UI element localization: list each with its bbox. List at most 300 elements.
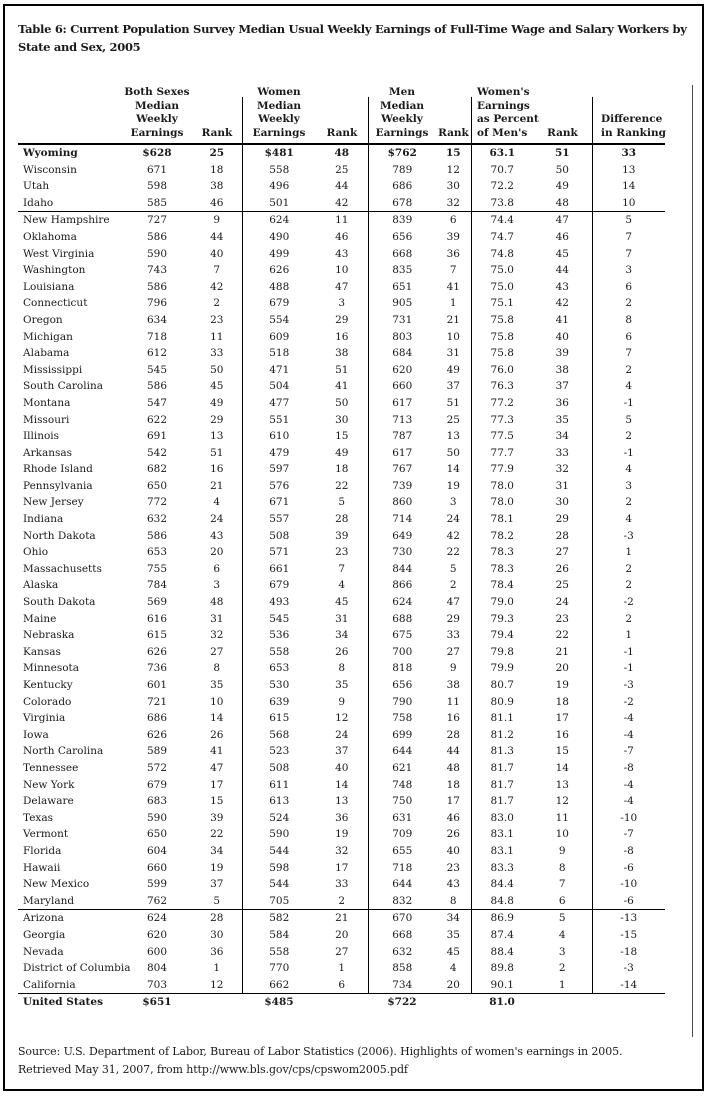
header-line: Earnings (477, 99, 530, 112)
cell-pct-rank: 33 (555, 446, 569, 459)
cell-both-earnings: 586 (146, 380, 168, 393)
cell-both-rank: 15 (210, 795, 224, 808)
cell-pct-rank: 7 (558, 878, 566, 891)
scan-edge-line (692, 85, 693, 1037)
cell-pct-rank: 40 (555, 330, 569, 343)
cell-women-earnings: 544 (242, 843, 316, 860)
cell-women-earnings: 493 (242, 594, 316, 611)
cell-pct-rank: 9 (558, 844, 566, 857)
cell-women-earnings: 496 (242, 178, 316, 195)
cell-both-earnings: 542 (146, 446, 168, 459)
header-line: in Ranking (601, 126, 666, 139)
cell-both-rank: 12 (210, 978, 224, 991)
cell-both-earnings: 721 (146, 695, 168, 708)
cell-state: Kentucky (23, 679, 73, 691)
cell-women-rank: 40 (335, 761, 349, 774)
cell-pct-rank: 13 (555, 778, 569, 791)
cell-diff-ranking: -14 (592, 977, 665, 994)
cell-women-rank: 37 (335, 745, 349, 758)
table-row (18, 295, 665, 312)
cell-pct-of-mens: 76.3 (471, 378, 533, 395)
table-row (18, 727, 665, 744)
table-row (18, 362, 665, 379)
cell-pct-rank: 51 (554, 147, 570, 159)
table-title (18, 21, 687, 56)
cell-men-earnings: 789 (368, 162, 436, 179)
cell-pct-rank: 18 (555, 695, 569, 708)
table-row (18, 977, 665, 994)
cell-men-rank: 43 (446, 878, 460, 891)
cell-pct-rank: 41 (555, 313, 569, 326)
cell-women-rank: 30 (335, 413, 349, 426)
cell-state: Washington (23, 264, 86, 277)
cell-diff-ranking: -4 (592, 727, 665, 744)
cell-diff-ranking: 6 (592, 279, 665, 296)
cell-both-rank: 43 (210, 529, 224, 542)
cell-women-rank: 22 (335, 479, 349, 492)
cell-men-earnings: 632 (368, 944, 436, 961)
cell-state: Virginia (23, 712, 66, 725)
cell-women-earnings: 597 (242, 461, 316, 478)
cell-men-rank: 46 (446, 811, 460, 824)
cell-pct-rank: 50 (555, 163, 569, 176)
cell-men-rank: 4 (449, 962, 457, 975)
cell-women-rank: 51 (335, 363, 349, 376)
cell-women-earnings: $481 (242, 144, 316, 162)
cell-women-rank: 20 (335, 928, 349, 941)
cell-women-rank: 29 (335, 313, 349, 326)
cell-women-rank: 12 (335, 712, 349, 725)
cell-pct-rank: 25 (555, 579, 569, 592)
cell-diff-ranking: -13 (592, 910, 665, 927)
cell-women-rank: 50 (335, 396, 349, 409)
cell-pct-rank: 21 (555, 645, 569, 658)
cell-diff-ranking: 4 (592, 378, 665, 395)
table-row (18, 710, 665, 727)
cell-both-earnings: 671 (146, 163, 168, 176)
cell-men-earnings: 656 (368, 677, 436, 694)
table-row (18, 279, 665, 296)
table-row (18, 412, 665, 429)
cell-pct-rank: 36 (555, 396, 569, 409)
header-line: Men (389, 86, 415, 98)
cell-both-rank: 17 (210, 778, 224, 791)
cell-pct-of-mens: 81.7 (471, 760, 533, 777)
header-line: Women's (477, 86, 530, 98)
cell-state: Arizona (18, 910, 122, 927)
cell-state: Indiana (23, 513, 64, 526)
cell-both-earnings: 650 (146, 479, 168, 492)
cell-women-earnings: 508 (242, 760, 316, 777)
table-group (18, 144, 665, 212)
col-header-state (18, 86, 122, 144)
cell-pct-of-mens: 79.3 (471, 611, 533, 628)
cell-state: North Carolina (23, 745, 104, 758)
cell-both-rank: 48 (210, 596, 224, 609)
cell-women-earnings: 582 (242, 910, 316, 927)
cell-men-earnings: 686 (368, 178, 436, 195)
cell-pct-rank: 49 (555, 180, 569, 193)
cell-state: District of Columbia (23, 962, 131, 975)
cell-both-rank: 10 (210, 695, 224, 708)
table-title-line1: Table 6: Current Population Survey Median Usual Weekly Earnings of Full-Time Wage and Salary Workers by (18, 22, 687, 36)
cell-pct-rank: 14 (555, 761, 569, 774)
cell-diff-ranking: -8 (592, 760, 665, 777)
cell-men-earnings: 675 (368, 627, 436, 644)
cell-pct-rank (533, 994, 592, 1011)
cell-both-earnings: 589 (146, 745, 168, 758)
cell-women-earnings: 624 (242, 212, 316, 229)
cell-diff-ranking: 7 (592, 246, 665, 263)
cell-women-rank: 11 (316, 212, 368, 229)
cell-women-earnings: 661 (242, 561, 316, 578)
cell-both-earnings: 601 (146, 679, 168, 691)
cell-diff-ranking: -4 (592, 793, 665, 810)
cell-diff-ranking: 5 (592, 212, 665, 229)
cell-both-rank: 8 (213, 662, 221, 675)
cell-both-rank: 51 (210, 446, 224, 459)
cell-pct-rank: 43 (555, 280, 569, 293)
table-row (18, 627, 665, 644)
cell-state: Rhode Island (23, 463, 93, 476)
cell-both-earnings: 590 (146, 811, 168, 824)
table-group (18, 212, 665, 910)
cell-men-rank: 26 (446, 828, 460, 841)
cell-pct-of-mens: 77.7 (471, 445, 533, 462)
table-row (18, 262, 665, 279)
table-row (18, 312, 665, 329)
cell-women-earnings: 613 (242, 793, 316, 810)
cell-diff-ranking: 4 (592, 511, 665, 528)
cell-both-rank: 19 (210, 861, 224, 874)
cell-both-earnings: 598 (146, 180, 168, 193)
table-row (18, 994, 665, 1011)
table-row (18, 893, 665, 910)
cell-women-earnings: 671 (242, 494, 316, 511)
table-row (18, 826, 665, 843)
cell-women-earnings: $485 (242, 994, 316, 1011)
table-row (18, 876, 665, 893)
cell-women-rank: 9 (338, 695, 346, 708)
cell-both-rank: 6 (213, 562, 221, 575)
cell-both-rank: 35 (210, 679, 224, 691)
cell-both-rank: 26 (210, 728, 224, 741)
cell-pct-rank: 6 (558, 894, 566, 907)
cell-men-rank: 8 (449, 894, 457, 907)
cell-women-earnings: 584 (242, 927, 316, 944)
cell-diff-ranking: -3 (592, 528, 665, 545)
cell-men-rank: 11 (446, 695, 460, 708)
table-footer-group (18, 994, 665, 1011)
cell-both-earnings: 762 (146, 894, 168, 907)
cell-both-earnings: 626 (146, 645, 168, 658)
header-line: Rank (547, 126, 578, 139)
cell-diff-ranking: -2 (592, 694, 665, 711)
cell-men-rank: 32 (446, 196, 460, 209)
cell-pct-of-mens: 76.0 (471, 362, 533, 379)
cell-both-rank: 31 (210, 612, 224, 625)
cell-men-earnings: 730 (368, 544, 436, 561)
cell-women-rank: 46 (335, 230, 349, 243)
header-line: Rank (326, 126, 358, 139)
cell-men-earnings: 644 (368, 876, 436, 893)
cell-diff-ranking: 13 (592, 162, 665, 179)
cell-both-rank: 40 (210, 247, 224, 260)
cell-diff-ranking: 2 (592, 561, 665, 578)
cell-both-rank: 20 (210, 546, 224, 559)
table-row (18, 229, 665, 246)
cell-pct-of-mens: 79.9 (471, 660, 533, 677)
table-title-line2: State and Sex, 2005 (18, 39, 141, 54)
cell-both-rank: 14 (210, 712, 224, 725)
cell-diff-ranking: 6 (592, 329, 665, 346)
cell-men-earnings: 621 (368, 760, 436, 777)
cell-diff-ranking: -10 (592, 810, 665, 827)
cell-men-rank: 18 (446, 778, 460, 791)
cell-state: Maryland (23, 894, 75, 907)
table-row (18, 843, 665, 860)
table-row (18, 793, 665, 810)
cell-men-rank: 40 (446, 844, 460, 857)
table-row (18, 246, 665, 263)
cell-state: Oregon (23, 313, 63, 326)
cell-men-rank: 21 (446, 313, 460, 326)
table-row (18, 478, 665, 495)
cell-women-rank: 48 (334, 147, 350, 159)
cell-state: Delaware (23, 795, 74, 808)
cell-pct-of-mens: 89.8 (471, 960, 533, 977)
cell-women-earnings: 530 (242, 677, 316, 694)
cell-pct-rank: 19 (555, 679, 569, 691)
table-row (18, 162, 665, 179)
cell-both-rank: 41 (210, 745, 224, 758)
cell-women-rank: 6 (338, 978, 346, 991)
cell-men-earnings: 684 (368, 345, 436, 362)
cell-state: North Dakota (23, 529, 96, 542)
cell-pct-of-mens: 81.2 (471, 727, 533, 744)
cell-pct-of-mens: 75.8 (471, 345, 533, 362)
cell-diff-ranking: -3 (592, 677, 665, 694)
cell-state: Nebraska (23, 629, 75, 642)
cell-men-rank: 51 (446, 396, 460, 409)
cell-both-rank: 50 (210, 363, 224, 376)
cell-state: Connecticut (23, 297, 88, 310)
cell-both-rank: 46 (210, 196, 224, 209)
cell-both-earnings: 569 (146, 596, 168, 609)
cell-pct-of-mens: 83.1 (471, 826, 533, 843)
cell-both-earnings: 620 (146, 928, 168, 941)
cell-both-rank: 9 (192, 212, 242, 229)
cell-women-rank: 5 (338, 496, 346, 509)
cell-women-earnings: 504 (242, 378, 316, 395)
cell-women-rank: 10 (335, 264, 349, 277)
cell-pct-of-mens: 83.1 (471, 843, 533, 860)
cell-women-rank: 34 (335, 629, 349, 642)
cell-men-rank: 3 (449, 496, 457, 509)
cell-women-rank: 4 (338, 579, 346, 592)
cell-pct-of-mens: 78.0 (471, 494, 533, 511)
cell-men-earnings: 790 (368, 694, 436, 711)
cell-pct-rank: 35 (555, 413, 569, 426)
cell-men-rank: 49 (446, 363, 460, 376)
cell-pct-of-mens: 81.7 (471, 777, 533, 794)
table-row (18, 461, 665, 478)
cell-men-earnings: 649 (368, 528, 436, 545)
cell-both-rank: 1 (213, 962, 221, 975)
cell-women-earnings: 705 (242, 893, 316, 910)
cell-pct-of-mens: 78.3 (471, 544, 533, 561)
cell-state: New Hampshire (18, 212, 122, 229)
cell-women-earnings: 499 (242, 246, 316, 263)
cell-women-rank: 33 (335, 878, 349, 891)
cell-pct-rank: 48 (555, 196, 569, 209)
cell-both-rank: 7 (213, 264, 221, 277)
cell-pct-rank: 2 (558, 962, 566, 975)
cell-women-earnings: 477 (242, 395, 316, 412)
table-row (18, 611, 665, 628)
cell-both-earnings: 615 (146, 629, 168, 642)
col-header-men (368, 86, 436, 144)
cell-men-rank: 9 (449, 662, 457, 675)
cell-men-earnings: 656 (368, 229, 436, 246)
cell-diff-ranking (592, 994, 665, 1011)
cell-women-earnings: 653 (242, 660, 316, 677)
cell-state: United States (18, 994, 122, 1011)
cell-state: Alaska (23, 579, 59, 592)
col-header-women (242, 86, 316, 144)
cell-diff-ranking: -4 (592, 710, 665, 727)
table-row (18, 212, 665, 229)
cell-men-earnings: 739 (368, 478, 436, 495)
header-line: Earnings (130, 126, 184, 139)
header-line: Earnings (375, 126, 429, 139)
cell-state: Utah (23, 180, 50, 193)
cell-pct-of-mens: 84.4 (471, 876, 533, 893)
cell-men-earnings: 700 (368, 644, 436, 661)
cell-state: New York (23, 778, 75, 791)
cell-men-earnings: 866 (368, 577, 436, 594)
cell-pct-of-mens: 75.8 (471, 329, 533, 346)
cell-men-rank: 23 (446, 861, 460, 874)
cell-women-earnings: 590 (242, 826, 316, 843)
cell-women-rank: 43 (335, 247, 349, 260)
source-note (18, 1043, 622, 1078)
cell-both-earnings: 660 (146, 861, 168, 874)
cell-diff-ranking: -15 (592, 927, 665, 944)
cell-women-earnings: 615 (242, 710, 316, 727)
cell-women-rank: 27 (335, 945, 349, 958)
cell-pct-of-mens: 78.3 (471, 561, 533, 578)
cell-pct-rank: 4 (558, 928, 566, 941)
table-row (18, 329, 665, 346)
cell-men-rank: 36 (446, 247, 460, 260)
cell-pct-rank: 24 (555, 596, 569, 609)
cell-men-rank: 28 (446, 728, 460, 741)
cell-both-rank: 49 (210, 396, 224, 409)
cell-pct-rank: 26 (555, 562, 569, 575)
cell-diff-ranking: 2 (592, 577, 665, 594)
cell-pct-rank: 37 (555, 380, 569, 393)
cell-pct-rank: 46 (555, 230, 569, 243)
cell-both-rank: 5 (213, 894, 221, 907)
table-row (18, 927, 665, 944)
cell-men-earnings: 688 (368, 611, 436, 628)
table-row (18, 195, 665, 212)
cell-women-rank: 17 (335, 861, 349, 874)
cell-men-rank (436, 994, 471, 1011)
cell-men-earnings: 644 (368, 743, 436, 760)
cell-pct-rank: 15 (555, 745, 569, 758)
cell-state: Hawaii (23, 861, 61, 874)
cell-both-rank: 3 (213, 579, 221, 592)
cell-pct-of-mens: 88.4 (471, 944, 533, 961)
cell-both-rank: 4 (213, 496, 221, 509)
cell-pct-of-mens: 70.7 (471, 162, 533, 179)
cell-state: Minnesota (23, 662, 80, 675)
cell-women-earnings: 626 (242, 262, 316, 279)
cell-state: Colorado (23, 695, 72, 708)
cell-women-rank: 41 (335, 380, 349, 393)
cell-state: Georgia (23, 928, 66, 941)
cell-pct-of-mens: 79.0 (471, 594, 533, 611)
cell-both-rank: 2 (213, 297, 221, 310)
cell-both-rank: 25 (209, 147, 225, 159)
cell-men-rank: 45 (446, 945, 460, 958)
cell-pct-rank: 17 (555, 712, 569, 725)
cell-men-rank: 16 (446, 712, 460, 725)
cell-both-earnings: 653 (146, 546, 168, 559)
cell-both-earnings: 612 (146, 347, 168, 360)
cell-men-rank: 38 (446, 679, 460, 691)
cell-men-rank: 2 (449, 579, 457, 592)
table-header (18, 86, 665, 144)
cell-men-earnings: 803 (368, 329, 436, 346)
cell-state: Alabama (23, 347, 70, 360)
cell-pct-of-mens: 83.3 (471, 860, 533, 877)
cell-both-rank: 11 (210, 330, 224, 343)
cell-men-earnings: 860 (368, 494, 436, 511)
cell-state: Wyoming (23, 147, 78, 159)
col-header-rank (436, 86, 471, 144)
cell-pct-rank: 3 (558, 945, 566, 958)
cell-diff-ranking: -1 (592, 644, 665, 661)
cell-diff-ranking: -1 (592, 395, 665, 412)
cell-both-rank: 21 (210, 479, 224, 492)
cell-men-rank: 10 (446, 330, 460, 343)
cell-women-earnings: 679 (242, 295, 316, 312)
cell-both-earnings: 796 (146, 297, 168, 310)
cell-women-earnings: 523 (242, 743, 316, 760)
cell-diff-ranking: -4 (592, 777, 665, 794)
cell-pct-rank: 47 (533, 212, 592, 229)
cell-men-earnings: $722 (368, 994, 436, 1011)
cell-state: Arkansas (23, 446, 73, 459)
cell-pct-rank: 30 (555, 496, 569, 509)
cell-men-rank: 29 (446, 612, 460, 625)
header-line: as Percent (477, 113, 539, 125)
cell-state: Mississippi (23, 363, 83, 376)
cell-both-earnings: 691 (146, 430, 168, 443)
cell-men-earnings: 668 (368, 246, 436, 263)
cell-both-rank: 24 (210, 513, 224, 526)
header-line: Both Sexes (124, 86, 190, 98)
cell-men-rank: 44 (446, 745, 460, 758)
cell-women-rank: 21 (316, 910, 368, 927)
cell-men-rank: 15 (445, 147, 461, 159)
cell-pct-of-mens: 79.4 (471, 627, 533, 644)
table-row (18, 777, 665, 794)
cell-both-earnings: $651 (122, 994, 192, 1011)
